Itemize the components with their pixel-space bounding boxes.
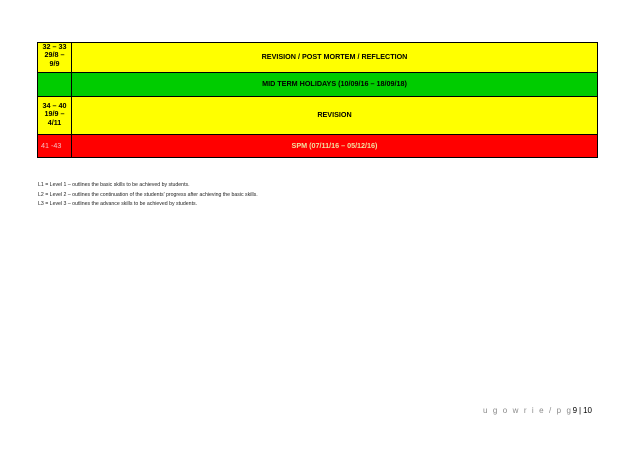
page-number: 9 — [572, 406, 578, 415]
week-range: 41 -43 — [41, 140, 62, 150]
week-cell — [38, 73, 72, 97]
table-row — [38, 135, 598, 158]
legend-line-l1: L1 = Level 1 – outlines the basic skills to be achieved by students. — [38, 182, 190, 188]
week-date-end: 4/11 — [47, 117, 62, 127]
page-total: 10 — [583, 406, 592, 415]
activity-cell — [72, 135, 598, 158]
activity-label: SPM (07/11/16 – 05/12/16) — [291, 140, 378, 150]
footer-author: u g o w r i e / p g — [483, 406, 573, 415]
level-legend — [38, 181, 258, 210]
schedule-table — [37, 42, 598, 158]
week-range: 32 – 33 — [42, 41, 67, 51]
week-date-start: 19/9 – — [44, 109, 65, 119]
legend-line-l3: L3 = Level 3 – outlines the advance skills to be achieved by students. — [38, 201, 198, 208]
activity-cell — [72, 43, 598, 73]
week-cell — [38, 135, 72, 158]
activity-cell — [72, 97, 598, 135]
page-footer — [482, 406, 592, 415]
week-date-start: 29/8 – — [44, 50, 65, 60]
week-date-end: 9/9 — [49, 58, 60, 68]
legend-line-l2: L2 = Level 2 – outlines the continuation of the students' progress after achieving the basic skills. — [38, 191, 258, 198]
activity-label: REVISION — [317, 110, 352, 120]
week-cell — [38, 97, 72, 135]
footer-separator: | — [579, 406, 582, 415]
table-row — [38, 43, 598, 73]
week-cell — [38, 43, 72, 73]
table-row — [38, 97, 598, 135]
table-row — [38, 73, 598, 97]
week-range: 34 – 40 — [42, 100, 67, 110]
activity-label: REVISION / POST MORTEM / REFLECTION — [261, 52, 408, 62]
activity-cell — [72, 73, 598, 97]
activity-label: MID TERM HOLIDAYS (10/09/16 – 18/09/18) — [262, 79, 407, 89]
